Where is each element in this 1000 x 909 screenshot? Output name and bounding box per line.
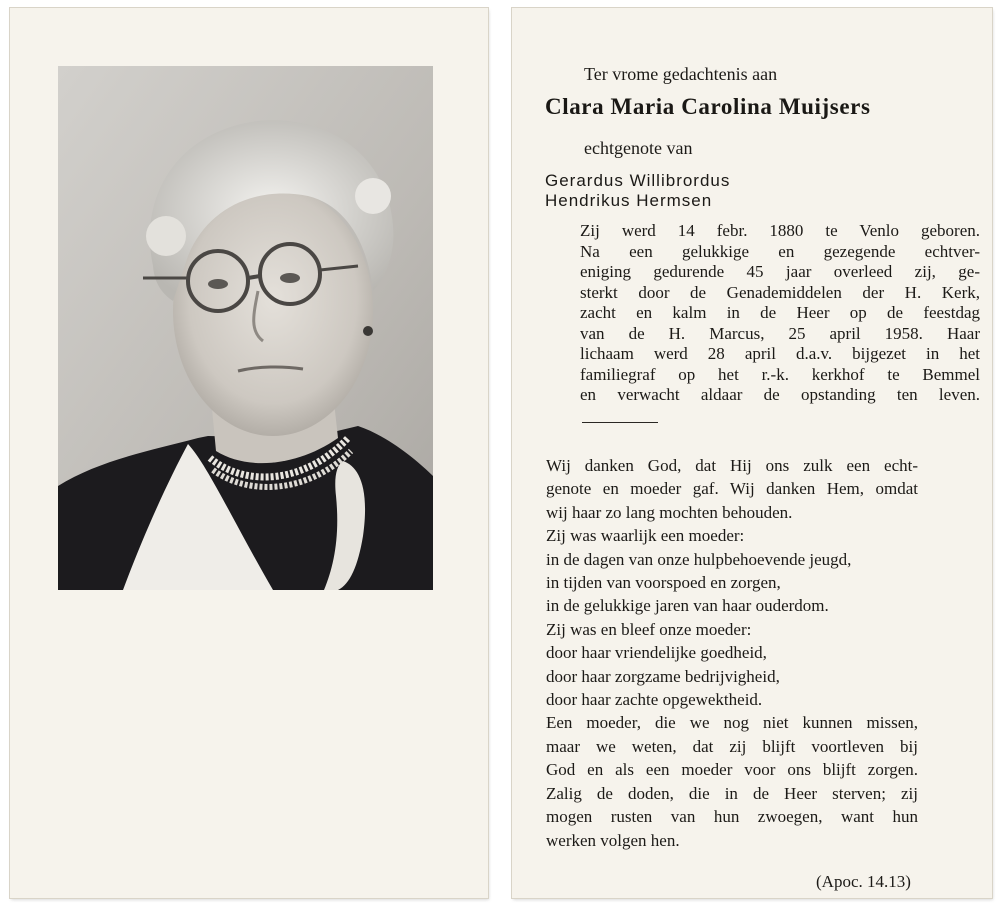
bio-line: van de H. Marcus, 25 april 1958. Haar [580, 323, 980, 343]
husband-name-line-2: Hendrikus Hermsen [545, 191, 713, 210]
section-divider [582, 422, 658, 423]
prayer-line: in tijden van voorspoed en zorgen, [546, 573, 781, 593]
memorial-intro: Ter vrome gedachtenis aan [584, 64, 778, 84]
prayer-line: Zalig de doden, die in de Heer sterven; zij [546, 783, 918, 803]
bio-line: Zij werd 14 febr. 1880 te Venlo geboren. [580, 221, 980, 240]
bio-line: familiegraf op het r.-k. kerkhof te Bemmel [580, 364, 980, 384]
bio-line: eniging gedurende 45 jaar overleed zij, ge- [580, 262, 980, 281]
prayer-line: maar we weten, dat zij blijft voortleven bij [546, 736, 918, 756]
right-card [512, 8, 992, 898]
biography-paragraph [580, 221, 980, 406]
prayer-line: God en als een moeder voor ons blijft zorgen. [546, 760, 918, 780]
prayer-line: wij haar zo lang mochten behouden. [546, 502, 793, 522]
husband-name-line-1: Gerardus Willibrordus [545, 171, 731, 190]
prayer-text [546, 454, 918, 852]
prayer-line: in de dagen van onze hulpbehoevende jeugd, [546, 549, 852, 569]
scripture-reference: (Apoc. 14.13) [816, 872, 911, 891]
prayer-line: Wij danken God, dat Hij ons zulk een echt- [546, 456, 918, 475]
prayer-line: mogen rusten van hun zwoegen, want hun [546, 807, 918, 827]
prayer-line: door haar zorgzame bedrijvigheid, [546, 666, 780, 686]
prayer-line: in de gelukkige jaren van haar ouderdom. [546, 596, 829, 616]
prayer-line: Zij was waarlijk een moeder: [546, 526, 745, 546]
deceased-name: Clara Maria Carolina Muijsers [545, 94, 871, 119]
prayer-line: werken volgen hen. [546, 830, 680, 850]
prayer-line: genote en moeder gaf. Wij danken Hem, omdat [546, 479, 918, 499]
bio-line: sterkt door de Genademiddelen der H. Kerk, [580, 282, 980, 302]
prayer-line: Zij was en bleef onze moeder: [546, 619, 752, 639]
prayer-line: Een moeder, die we nog niet kunnen missen, [546, 713, 918, 733]
prayer-line: door haar vriendelijke goedheid, [546, 643, 767, 663]
bio-line: lichaam werd 28 april d.a.v. bijgezet in het [580, 344, 980, 363]
bio-line: Na een gelukkige en gezegende echtver- [580, 241, 980, 261]
prayer-line: door haar zachte opgewektheid. [546, 690, 763, 710]
left-card [10, 8, 488, 898]
bio-line: zacht en kalm in de Heer op de feestdag [580, 303, 980, 322]
spouse-of-label: echtgenote van [584, 138, 693, 158]
portrait-photo [58, 66, 433, 590]
husband-name [545, 171, 730, 211]
bio-line: en verwacht aldaar de opstanding ten leven. [580, 385, 980, 404]
